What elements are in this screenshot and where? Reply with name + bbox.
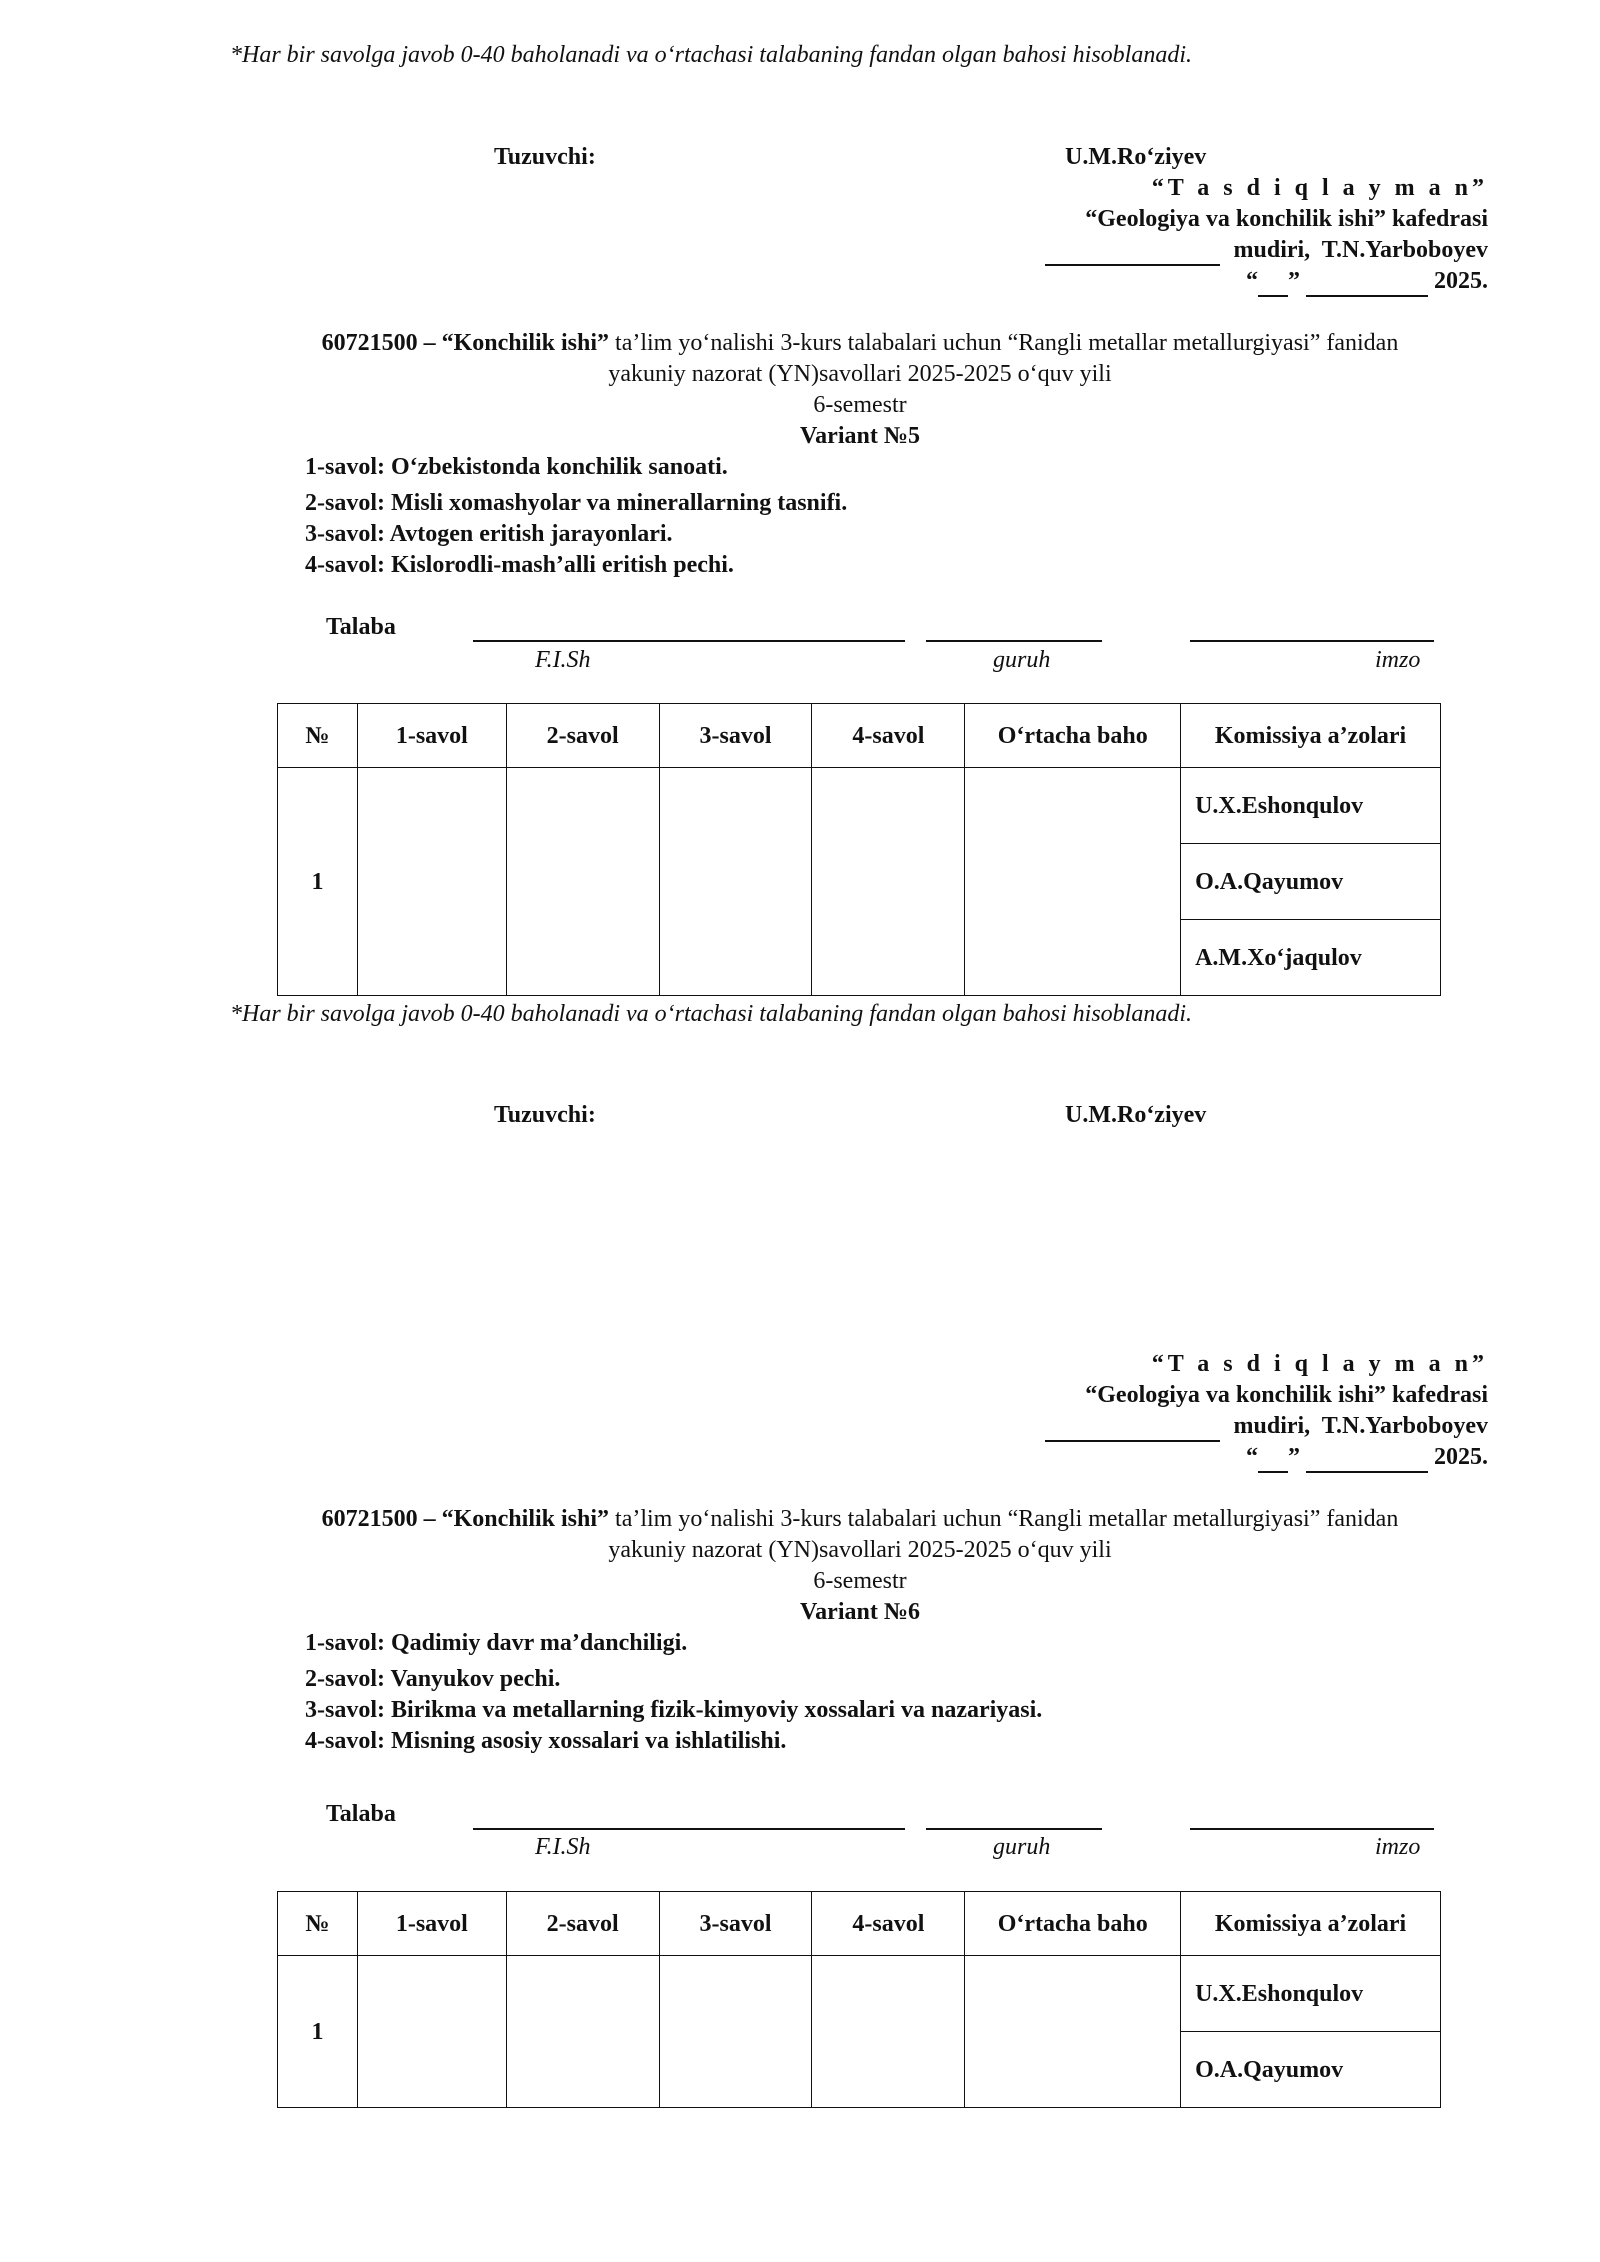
date-year: 2025. <box>1434 268 1488 294</box>
col-question-2: 2-savol <box>506 704 659 768</box>
col-question-3: 3-savol <box>659 1892 812 1956</box>
program-name: “Konchilik ishi” <box>441 1506 610 1532</box>
grade-table-v5 <box>277 703 1441 996</box>
table-header-row <box>278 1892 1441 1956</box>
approval-head-prefix: mudiri, <box>1233 1413 1311 1439</box>
col-average: O‘rtacha baho <box>965 1892 1181 1956</box>
date-quote-open: “ <box>1246 1444 1258 1470</box>
approval-title: “T a s d i q l a y m a n” <box>1151 175 1488 201</box>
grading-note-v5: *Har bir savolga javob 0-40 baholanadi va o‘rtachasi talabaning fandan olgan bahosi hisoblanadi. <box>230 1001 1192 1027</box>
col-question-4: 4-savol <box>812 704 965 768</box>
approval-date-line <box>788 266 1488 297</box>
col-question-1: 1-savol <box>357 1892 506 1956</box>
exam-header-line2: yakuniy nazorat (YN)savollari 2025-2025 o‘quv yili <box>608 1537 1112 1563</box>
col-question-1: 1-savol <box>357 704 506 768</box>
grading-note-top: *Har bir savolga javob 0-40 baholanadi va o‘rtachasi talabaning fandan olgan bahosi hisoblanadi. <box>230 42 1192 68</box>
average-cell <box>965 1956 1181 2108</box>
table-row <box>278 1956 1441 2032</box>
question-1: 1-savol: Qadimiy davr ma’danchiligi. <box>305 1630 688 1656</box>
col-question-2: 2-savol <box>506 1892 659 1956</box>
approval-signature-line <box>1045 242 1220 266</box>
approval-head-name: T.N.Yarboboyev <box>1321 237 1488 263</box>
exam-header-v6 <box>0 1504 1600 1628</box>
score-cell-1 <box>357 1956 506 2108</box>
question-4: 4-savol: Misning asosiy xossalari va ishlatilishi. <box>305 1728 787 1754</box>
student-group-line <box>926 640 1102 642</box>
question-1: 1-savol: O‘zbekistonda konchilik sanoati. <box>305 454 728 480</box>
approval-block-v5 <box>788 173 1488 297</box>
table-row <box>278 768 1441 844</box>
program-name: “Konchilik ishi” <box>441 330 610 356</box>
col-question-4: 4-savol <box>812 1892 965 1956</box>
col-commission: Komissiya a’zolari <box>1181 1892 1441 1956</box>
header-line1-rest: ta’lim yo‘nalishi 3-kurs talabalari uchun “Rangli metallar metallurgiyasi” fanidan <box>609 330 1399 356</box>
student-name-line <box>473 640 905 642</box>
exam-header-line1 <box>0 328 1600 359</box>
date-month-line <box>1306 273 1428 297</box>
average-cell <box>965 768 1181 996</box>
row-number: 1 <box>278 1956 358 2108</box>
student-label: Talaba <box>326 1801 396 1827</box>
exam-header-line1 <box>0 1504 1600 1535</box>
composer-label-top: Tuzuvchi: <box>494 144 596 170</box>
col-commission: Komissiya a’zolari <box>1181 704 1441 768</box>
composer-name-top: U.M.Ro‘ziyev <box>1065 144 1207 170</box>
score-cell-4 <box>812 768 965 996</box>
question-2: 2-savol: Vanyukov pechi. <box>305 1666 561 1692</box>
fish-caption: F.I.Sh <box>535 647 591 673</box>
approval-date-line <box>788 1442 1488 1473</box>
date-month-line <box>1306 1449 1428 1473</box>
date-quote-close: ” <box>1288 1444 1300 1470</box>
semester: 6-semestr <box>813 1568 907 1594</box>
group-caption: guruh <box>993 647 1051 673</box>
commission-member: O.A.Qayumov <box>1181 844 1441 920</box>
score-cell-2 <box>506 1956 659 2108</box>
student-signature-line <box>1190 640 1434 642</box>
date-year: 2025. <box>1434 1444 1488 1470</box>
fish-caption: F.I.Sh <box>535 1834 591 1860</box>
col-question-3: 3-savol <box>659 704 812 768</box>
commission-member: A.M.Xo‘jaqulov <box>1181 920 1441 996</box>
question-4: 4-savol: Kislorodli-mash’alli eritish pechi. <box>305 552 734 578</box>
approval-signature-line <box>1045 1418 1220 1442</box>
approval-department: “Geologiya va konchilik ishi” kafedrasi <box>1085 1382 1488 1408</box>
student-signature-line <box>1190 1828 1434 1830</box>
score-cell-2 <box>506 768 659 996</box>
approval-head-name: T.N.Yarboboyev <box>1321 1413 1488 1439</box>
program-code: 60721500 – <box>321 1506 436 1532</box>
variant-title: Variant №6 <box>800 1599 920 1625</box>
program-code: 60721500 – <box>321 330 436 356</box>
semester: 6-semestr <box>813 392 907 418</box>
question-2: 2-savol: Misli xomashyolar va minerallarning tasnifi. <box>305 490 848 516</box>
date-day-line <box>1258 1449 1288 1473</box>
exam-header-line2: yakuniy nazorat (YN)savollari 2025-2025 o‘quv yili <box>608 361 1112 387</box>
col-number: № <box>278 704 358 768</box>
score-cell-1 <box>357 768 506 996</box>
date-quote-close: ” <box>1288 268 1300 294</box>
questions-v5 <box>305 452 847 581</box>
approval-head-prefix: mudiri, <box>1233 237 1311 263</box>
composer-name-v5: U.M.Ro‘ziyev <box>1065 1102 1207 1128</box>
student-name-line <box>473 1828 905 1830</box>
date-quote-open: “ <box>1246 268 1258 294</box>
col-average: O‘rtacha baho <box>965 704 1181 768</box>
student-label: Talaba <box>326 614 396 640</box>
grade-table-v6 <box>277 1891 1441 2108</box>
approval-head-line <box>788 1411 1488 1442</box>
approval-block-v6 <box>788 1349 1488 1473</box>
commission-member: U.X.Eshonqulov <box>1181 768 1441 844</box>
questions-v6 <box>305 1628 1042 1757</box>
score-cell-4 <box>812 1956 965 2108</box>
exam-header-v5 <box>0 328 1600 452</box>
variant-title: Variant №5 <box>800 423 920 449</box>
signature-caption: imzo <box>1375 1834 1421 1860</box>
approval-department: “Geologiya va konchilik ishi” kafedrasi <box>1085 206 1488 232</box>
approval-title: “T a s d i q l a y m a n” <box>1151 1351 1488 1377</box>
row-number: 1 <box>278 768 358 996</box>
signature-caption: imzo <box>1375 647 1421 673</box>
date-day-line <box>1258 273 1288 297</box>
commission-member: U.X.Eshonqulov <box>1181 1956 1441 2032</box>
question-3: 3-savol: Avtogen eritish jarayonlari. <box>305 521 673 547</box>
approval-head-line <box>788 235 1488 266</box>
composer-label-v5: Tuzuvchi: <box>494 1102 596 1128</box>
score-cell-3 <box>659 768 812 996</box>
table-header-row <box>278 704 1441 768</box>
header-line1-rest: ta’lim yo‘nalishi 3-kurs talabalari uchun “Rangli metallar metallurgiyasi” fanidan <box>609 1506 1399 1532</box>
score-cell-3 <box>659 1956 812 2108</box>
question-3: 3-savol: Birikma va metallarning fizik-kimyoviy xossalari va nazariyasi. <box>305 1697 1043 1723</box>
commission-member: O.A.Qayumov <box>1181 2032 1441 2108</box>
student-group-line <box>926 1828 1102 1830</box>
group-caption: guruh <box>993 1834 1051 1860</box>
col-number: № <box>278 1892 358 1956</box>
